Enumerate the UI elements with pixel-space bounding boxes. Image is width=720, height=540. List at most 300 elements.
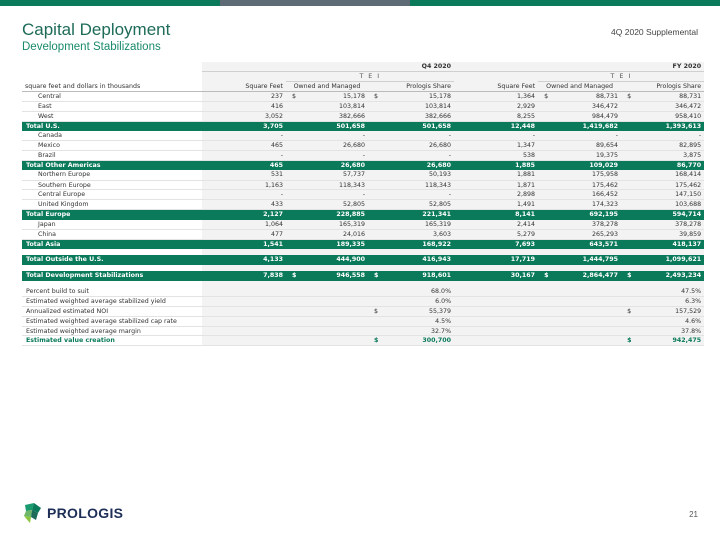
value-cell: 89,654 <box>550 141 621 151</box>
dollar-sign-cell <box>621 220 633 230</box>
top-color-bar <box>0 0 720 6</box>
value-cell: 19,375 <box>550 151 621 161</box>
dollar-sign-cell <box>368 229 380 239</box>
row-label: Northern Europe <box>22 170 202 180</box>
value-cell <box>202 287 286 297</box>
metric-row <box>22 306 704 316</box>
row-label: Total U.S. <box>22 121 202 131</box>
dollar-sign-cell <box>286 180 298 190</box>
value-cell: 346,472 <box>550 101 621 111</box>
value-cell: 1,491 <box>454 200 538 210</box>
row-label: Annualized estimated NOI <box>22 306 202 316</box>
value-cell: 378,278 <box>633 220 704 230</box>
value-cell: 984,479 <box>550 111 621 121</box>
value-cell <box>202 326 286 336</box>
dollar-sign-cell <box>621 210 633 220</box>
value-cell: 8,255 <box>454 111 538 121</box>
period-q4-2020: Q4 2020 <box>202 62 454 72</box>
dollar-sign-cell <box>538 297 550 307</box>
dollar-sign-cell <box>286 121 298 131</box>
row-label: China <box>22 229 202 239</box>
value-cell: 82,895 <box>633 141 704 151</box>
value-cell: 918,601 <box>380 271 454 281</box>
value-cell: - <box>633 131 704 141</box>
value-cell: 1,541 <box>202 239 286 249</box>
units-label: square feet and dollars in thousands <box>22 82 202 92</box>
dollar-sign-cell <box>538 200 550 210</box>
dollar-sign-cell <box>538 190 550 200</box>
dollar-sign-cell <box>368 210 380 220</box>
value-cell <box>298 306 368 316</box>
dollar-sign-cell <box>538 306 550 316</box>
table-row <box>22 220 704 230</box>
dollar-sign-cell <box>621 255 633 265</box>
value-cell: 416 <box>202 101 286 111</box>
value-cell <box>454 287 538 297</box>
row-label: Total Europe <box>22 210 202 220</box>
value-cell: 50,193 <box>380 170 454 180</box>
row-label: East <box>22 101 202 111</box>
dollar-sign-cell <box>621 326 633 336</box>
value-cell: 12,448 <box>454 121 538 131</box>
dollar-sign-cell <box>368 190 380 200</box>
dollar-sign-cell <box>368 131 380 141</box>
value-cell: 157,529 <box>633 306 704 316</box>
dollar-sign-cell <box>538 111 550 121</box>
tei-label-q4: T E I <box>286 72 454 82</box>
row-label: United Kingdom <box>22 200 202 210</box>
value-cell: 15,178 <box>298 92 368 102</box>
dollar-sign-cell <box>621 141 633 151</box>
dollar-sign-cell <box>368 287 380 297</box>
dollar-sign-cell <box>538 121 550 131</box>
value-cell: 2,414 <box>454 220 538 230</box>
dollar-sign-cell <box>368 239 380 249</box>
value-cell: 3,705 <box>202 121 286 131</box>
metric-row <box>22 336 704 346</box>
value-cell: 165,319 <box>380 220 454 230</box>
table-row <box>22 229 704 239</box>
dollar-sign-cell <box>286 229 298 239</box>
value-cell: 68.0% <box>380 287 454 297</box>
value-cell: 88,731 <box>633 92 704 102</box>
dollar-sign-cell <box>368 255 380 265</box>
dollar-sign-cell <box>368 101 380 111</box>
dollar-sign-cell <box>286 190 298 200</box>
metric-row <box>22 316 704 326</box>
row-label: Central Europe <box>22 190 202 200</box>
dollar-sign-cell <box>538 180 550 190</box>
row-label: Total Other Americas <box>22 160 202 170</box>
table-row <box>22 101 704 111</box>
dollar-sign-cell <box>621 316 633 326</box>
value-cell <box>202 336 286 346</box>
prologis-logo <box>22 502 123 524</box>
dollar-sign-cell: $ <box>538 271 550 281</box>
value-cell: - <box>298 151 368 161</box>
value-cell: 382,666 <box>298 111 368 121</box>
row-label: Canada <box>22 131 202 141</box>
row-label: Southern Europe <box>22 180 202 190</box>
value-cell: 594,714 <box>633 210 704 220</box>
value-cell: - <box>550 131 621 141</box>
row-label: Central <box>22 92 202 102</box>
value-cell: 5,279 <box>454 229 538 239</box>
dollar-sign-cell <box>286 131 298 141</box>
col-owned-managed-q4: Owned and Managed <box>286 82 368 92</box>
value-cell: 444,900 <box>298 255 368 265</box>
value-cell: 168,414 <box>633 170 704 180</box>
total-row <box>22 210 704 220</box>
value-cell: 26,680 <box>380 160 454 170</box>
dollar-sign-cell <box>286 151 298 161</box>
value-cell: 30,167 <box>454 271 538 281</box>
row-label: Estimated weighted average stabilized cap rate <box>22 316 202 326</box>
dollar-sign-cell <box>621 229 633 239</box>
value-cell: 32.7% <box>380 326 454 336</box>
dollar-sign-cell <box>621 287 633 297</box>
dollar-sign-cell <box>621 170 633 180</box>
value-cell: 378,278 <box>550 220 621 230</box>
value-cell: 643,571 <box>550 239 621 249</box>
top-bar-segment <box>220 0 410 6</box>
dollar-sign-cell <box>368 111 380 121</box>
value-cell: 1,099,621 <box>633 255 704 265</box>
value-cell <box>298 316 368 326</box>
col-prologis-share-fy: Prologis Share <box>621 82 704 92</box>
dollar-sign-cell <box>621 101 633 111</box>
table-row <box>22 92 704 102</box>
dollar-sign-cell <box>538 210 550 220</box>
value-cell: 1,163 <box>202 180 286 190</box>
row-label: Japan <box>22 220 202 230</box>
table-row <box>22 200 704 210</box>
value-cell: 7,838 <box>202 271 286 281</box>
dollar-sign-cell <box>538 101 550 111</box>
value-cell: - <box>380 151 454 161</box>
dollar-sign-cell <box>621 200 633 210</box>
dollar-sign-cell <box>538 336 550 346</box>
row-label: Total Development Stabilizations <box>22 271 202 281</box>
dollar-sign-cell: $ <box>368 92 380 102</box>
total-row <box>22 239 704 249</box>
value-cell: 300,700 <box>380 336 454 346</box>
value-cell: 26,680 <box>298 160 368 170</box>
value-cell <box>454 336 538 346</box>
dollar-sign-cell <box>368 121 380 131</box>
dollar-sign-cell <box>368 200 380 210</box>
dollar-sign-cell: $ <box>368 306 380 316</box>
dollar-sign-cell <box>538 141 550 151</box>
value-cell <box>550 326 621 336</box>
col-square-feet-q4: Square Feet <box>202 82 286 92</box>
value-cell: 175,958 <box>550 170 621 180</box>
dollar-sign-cell: $ <box>286 92 298 102</box>
value-cell <box>298 326 368 336</box>
value-cell: 531 <box>202 170 286 180</box>
value-cell: 1,871 <box>454 180 538 190</box>
value-cell <box>550 316 621 326</box>
value-cell: 2,929 <box>454 101 538 111</box>
dollar-sign-cell <box>368 170 380 180</box>
dollar-sign-cell <box>368 141 380 151</box>
tei-header-row <box>22 72 704 82</box>
dollar-sign-cell: $ <box>621 92 633 102</box>
value-cell: 382,666 <box>380 111 454 121</box>
value-cell: - <box>298 131 368 141</box>
total-row <box>22 160 704 170</box>
value-cell: 3,603 <box>380 229 454 239</box>
value-cell: 501,658 <box>298 121 368 131</box>
table-row <box>22 141 704 151</box>
table-row <box>22 111 704 121</box>
value-cell: 1,881 <box>454 170 538 180</box>
value-cell: - <box>202 190 286 200</box>
value-cell <box>550 297 621 307</box>
value-cell: 103,688 <box>633 200 704 210</box>
dollar-sign-cell <box>368 151 380 161</box>
dollar-sign-cell: $ <box>286 271 298 281</box>
value-cell <box>454 297 538 307</box>
table-row <box>22 151 704 161</box>
dollar-sign-cell <box>621 111 633 121</box>
value-cell: 175,462 <box>633 180 704 190</box>
value-cell: 265,293 <box>550 229 621 239</box>
value-cell: 465 <box>202 141 286 151</box>
value-cell: 1,419,682 <box>550 121 621 131</box>
value-cell: 2,127 <box>202 210 286 220</box>
value-cell <box>298 336 368 346</box>
value-cell: 465 <box>202 160 286 170</box>
dollar-sign-cell <box>368 160 380 170</box>
value-cell: 26,680 <box>298 141 368 151</box>
value-cell: 416,943 <box>380 255 454 265</box>
value-cell: 15,178 <box>380 92 454 102</box>
value-cell: - <box>202 131 286 141</box>
row-label: West <box>22 111 202 121</box>
value-cell <box>454 316 538 326</box>
total-row <box>22 255 704 265</box>
dollar-sign-cell <box>286 316 298 326</box>
value-cell: 942,475 <box>633 336 704 346</box>
dollar-sign-cell <box>621 297 633 307</box>
page-number: 21 <box>689 510 698 519</box>
value-cell: 6.0% <box>380 297 454 307</box>
dollar-sign-cell <box>621 190 633 200</box>
dollar-sign-cell <box>621 121 633 131</box>
dollar-sign-cell <box>286 210 298 220</box>
dollar-sign-cell <box>538 131 550 141</box>
value-cell: 1,347 <box>454 141 538 151</box>
row-label: Estimated value creation <box>22 336 202 346</box>
period-header-row <box>22 62 704 72</box>
dollar-sign-cell <box>538 287 550 297</box>
value-cell: 26,680 <box>380 141 454 151</box>
value-cell <box>298 297 368 307</box>
value-cell <box>454 306 538 316</box>
dollar-sign-cell <box>621 151 633 161</box>
dollar-sign-cell <box>538 326 550 336</box>
row-label: Total Asia <box>22 239 202 249</box>
value-cell: 2,493,234 <box>633 271 704 281</box>
page-subtitle: Development Stabilizations <box>22 41 161 53</box>
value-cell: 4.5% <box>380 316 454 326</box>
row-label: Brazil <box>22 151 202 161</box>
value-cell: 477 <box>202 229 286 239</box>
value-cell: 118,343 <box>380 180 454 190</box>
dollar-sign-cell <box>538 316 550 326</box>
value-cell: 1,393,613 <box>633 121 704 131</box>
col-prologis-share-q4: Prologis Share <box>368 82 454 92</box>
value-cell: 221,341 <box>380 210 454 220</box>
dollar-sign-cell <box>368 220 380 230</box>
value-cell: - <box>202 151 286 161</box>
value-cell <box>550 336 621 346</box>
dollar-sign-cell: $ <box>538 92 550 102</box>
dollar-sign-cell <box>286 239 298 249</box>
value-cell: - <box>380 131 454 141</box>
dollar-sign-cell <box>286 287 298 297</box>
value-cell: 17,719 <box>454 255 538 265</box>
total-row <box>22 271 704 281</box>
dollar-sign-cell <box>286 111 298 121</box>
dollar-sign-cell <box>368 326 380 336</box>
value-cell <box>550 306 621 316</box>
value-cell: 2,864,477 <box>550 271 621 281</box>
top-bar-segment <box>410 0 720 6</box>
dollar-sign-cell <box>286 306 298 316</box>
dollar-sign-cell <box>621 180 633 190</box>
value-cell: 52,805 <box>380 200 454 210</box>
value-cell: 3,052 <box>202 111 286 121</box>
globe-icon <box>22 502 42 524</box>
col-square-feet-fy: Square Feet <box>454 82 538 92</box>
dollar-sign-cell: $ <box>621 336 633 346</box>
dollar-sign-cell: $ <box>621 306 633 316</box>
value-cell: 55,379 <box>380 306 454 316</box>
metric-row <box>22 297 704 307</box>
value-cell: 538 <box>454 151 538 161</box>
dollar-sign-cell: $ <box>368 271 380 281</box>
value-cell: 1,885 <box>454 160 538 170</box>
dollar-sign-cell <box>286 170 298 180</box>
dollar-sign-cell <box>368 180 380 190</box>
value-cell <box>298 287 368 297</box>
value-cell: 88,731 <box>550 92 621 102</box>
table-row <box>22 170 704 180</box>
table-row <box>22 190 704 200</box>
value-cell: 237 <box>202 92 286 102</box>
value-cell: 39,859 <box>633 229 704 239</box>
value-cell: 3,875 <box>633 151 704 161</box>
dollar-sign-cell <box>621 131 633 141</box>
value-cell: 692,195 <box>550 210 621 220</box>
dollar-sign-cell <box>286 326 298 336</box>
value-cell: 501,658 <box>380 121 454 131</box>
value-cell: 228,885 <box>298 210 368 220</box>
brand-name: PROLOGIS <box>47 505 124 521</box>
value-cell: 346,472 <box>633 101 704 111</box>
row-label: Mexico <box>22 141 202 151</box>
value-cell: 118,343 <box>298 180 368 190</box>
dollar-sign-cell <box>368 316 380 326</box>
table-row <box>22 131 704 141</box>
table-row <box>22 180 704 190</box>
dollar-sign-cell <box>538 239 550 249</box>
value-cell: 1,064 <box>202 220 286 230</box>
value-cell: 103,814 <box>380 101 454 111</box>
value-cell: 1,364 <box>454 92 538 102</box>
value-cell: 47.5% <box>633 287 704 297</box>
row-label: Estimated weighted average margin <box>22 326 202 336</box>
value-cell: 1,444,795 <box>550 255 621 265</box>
value-cell: 8,141 <box>454 210 538 220</box>
dollar-sign-cell <box>368 297 380 307</box>
col-owned-managed-fy: Owned and Managed <box>538 82 621 92</box>
page-title: Capital Deployment <box>22 20 171 39</box>
dollar-sign-cell <box>621 239 633 249</box>
value-cell: 6.3% <box>633 297 704 307</box>
value-cell: 2,898 <box>454 190 538 200</box>
value-cell: 147,150 <box>633 190 704 200</box>
row-label: Estimated weighted average stabilized yield <box>22 297 202 307</box>
dollar-sign-cell: $ <box>368 336 380 346</box>
value-cell: 52,805 <box>298 200 368 210</box>
dollar-sign-cell: $ <box>621 271 633 281</box>
value-cell: 103,814 <box>298 101 368 111</box>
value-cell <box>454 326 538 336</box>
dollar-sign-cell <box>286 220 298 230</box>
value-cell: - <box>454 131 538 141</box>
dollar-sign-cell <box>538 151 550 161</box>
value-cell: 4,133 <box>202 255 286 265</box>
value-cell <box>550 287 621 297</box>
value-cell: 946,558 <box>298 271 368 281</box>
value-cell: 24,016 <box>298 229 368 239</box>
dollar-sign-cell <box>286 160 298 170</box>
value-cell <box>202 297 286 307</box>
dollar-sign-cell <box>538 220 550 230</box>
value-cell: 175,462 <box>550 180 621 190</box>
dollar-sign-cell <box>538 229 550 239</box>
supplemental-label: 4Q 2020 Supplemental <box>611 27 698 37</box>
tei-label-fy: T E I <box>538 72 704 82</box>
dollar-sign-cell <box>286 297 298 307</box>
value-cell: 86,770 <box>633 160 704 170</box>
top-bar-segment <box>0 0 220 6</box>
value-cell: 109,029 <box>550 160 621 170</box>
row-label: Percent build to suit <box>22 287 202 297</box>
dollar-sign-cell <box>286 101 298 111</box>
value-cell <box>202 306 286 316</box>
value-cell: 174,323 <box>550 200 621 210</box>
value-cell: 165,319 <box>298 220 368 230</box>
value-cell: 168,922 <box>380 239 454 249</box>
value-cell: 57,737 <box>298 170 368 180</box>
value-cell: 189,335 <box>298 239 368 249</box>
dollar-sign-cell <box>538 170 550 180</box>
dollar-sign-cell <box>286 141 298 151</box>
table-body <box>22 92 704 346</box>
dollar-sign-cell <box>286 255 298 265</box>
value-cell: 433 <box>202 200 286 210</box>
dollar-sign-cell <box>621 160 633 170</box>
value-cell <box>202 316 286 326</box>
value-cell: - <box>298 190 368 200</box>
value-cell: 7,693 <box>454 239 538 249</box>
period-fy-2020: FY 2020 <box>454 62 704 72</box>
dollar-sign-cell <box>286 200 298 210</box>
